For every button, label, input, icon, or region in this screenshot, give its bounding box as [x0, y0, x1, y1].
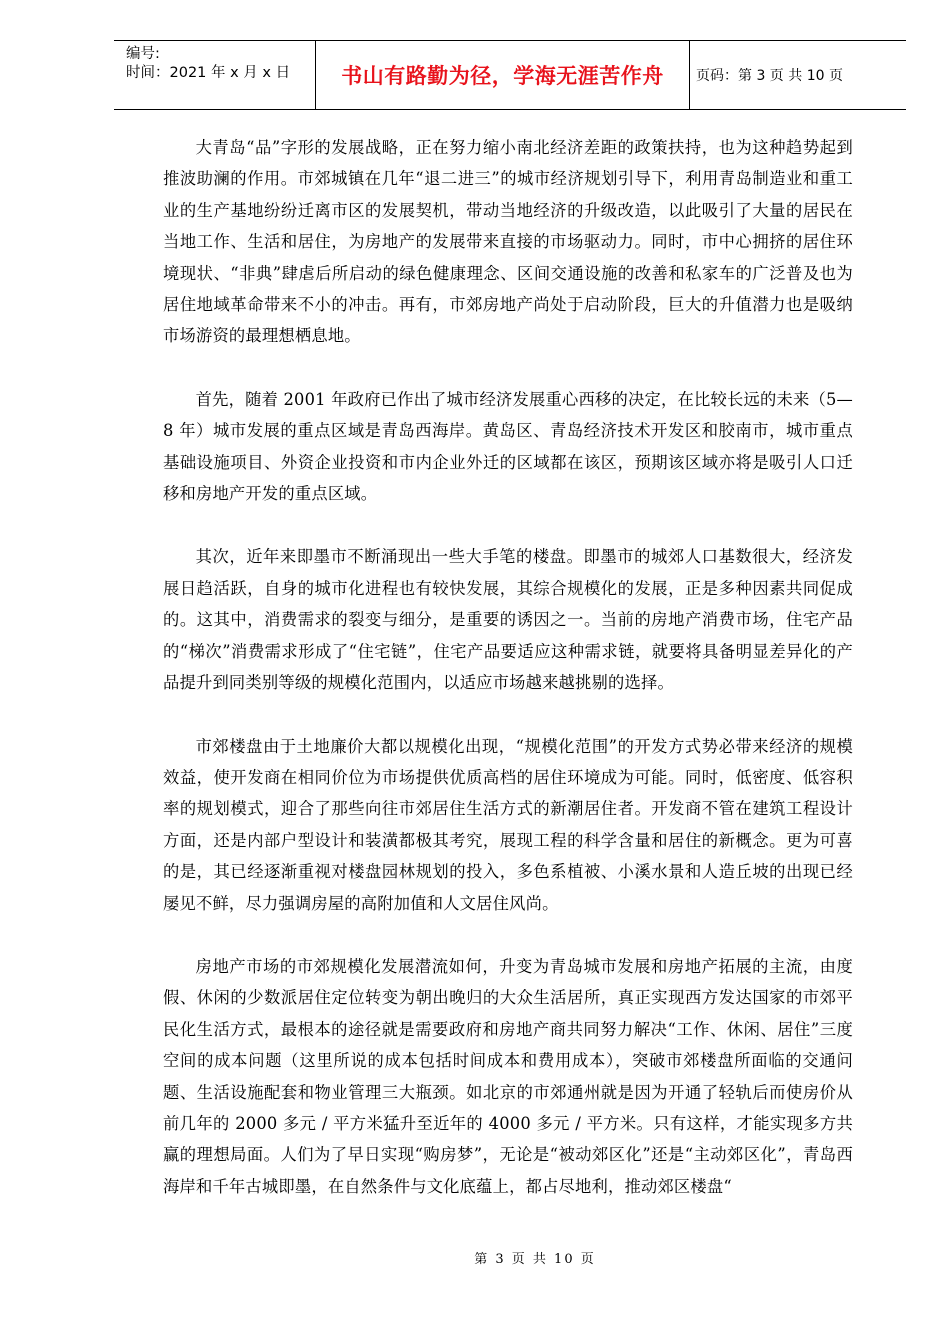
body-paragraph: 大青岛“品”字形的发展战略，正在努力缩小南北经济差距的政策扶持，也为这种趋势起到推波助澜的作用。市郊城镇在几年“退二进三”的城市经济规划引导下，利用青岛制造业和重工业的生产基地纷纷迁离市区的发展契机，带动当地经济的升级改造，以此吸引了大量的居民在当地工作、生活和居住，为房地产的发展带来直接的市场驱动力。同时，市中心拥挤的居住环境现状、“非典”肆虐后所启动的绿色健康理念、区间交通设施的改善和私家车的广泛普及也为居住地域革命带来不小的冲击。再有，市郊房地产尚处于启动阶段，巨大的升值潜力也是吸纳市场游资的最理想栖息地。 — [163, 138, 853, 346]
header-meta — [114, 41, 316, 109]
header-page-label: 页码：第 3 页 共 10 页 — [696, 68, 843, 84]
body-paragraph: 首先，随着 2001 年政府已作出了城市经济发展重心西移的决定，在比较长远的未来（5—8 年）城市发展的重点区域是青岛西海岸。黄岛区、青岛经济技术开发区和胶南市，城市重点基础设施项目、外资企业投资和市内企业外迁的区域都在该区，预期该区域亦将是吸引人口迁移和房地产开发的重点区域。 — [163, 389, 853, 504]
body-paragraph: 市郊楼盘由于土地廉价大都以规模化出现，“规模化范围”的开发方式势必带来经济的规模效益，使开发商在相同价位为市场提供优质高档的居住环境成为可能。同时，低密度、低容积率的规划模式，迎合了那些向往市郊居住生活方式的新潮居住者。开发商不管在建筑工程设计方面，还是内部户型设计和装潢都极其考究，展现工程的科学含量和居住的新概念。更为可喜的是，其已经逐渐重视对楼盘园林规划的投入，多色系植被、小溪水景和人造丘坡的出现已经屡见不鲜，尽力强调房屋的高附加值和人文居住风尚。 — [163, 736, 853, 913]
document-number-label: 编号: — [126, 46, 160, 62]
page-footer: 第 3 页 共 10 页 — [474, 1252, 596, 1267]
document-header — [114, 40, 906, 110]
document-time-label: 时间：2021 年 x 月 x 日 — [126, 65, 291, 81]
header-motto: 书山有路勤为径，学海无涯苦作舟 — [316, 41, 690, 109]
document-body — [163, 132, 853, 1234]
body-paragraph: 其次，近年来即墨市不断涌现出一些大手笔的楼盘。即墨市的城郊人口基数很大，经济发展日趋活跃，自身的城市化进程也有较快发展，其综合规模化的发展，正是多种因素共同促成的。这其中，消费需求的裂变与细分，是重要的诱因之一。当前的房地产消费市场，住宅产品的“梯次”消费需求形成了“住宅链”，住宅产品要适应这种需求链，就要将具备明显差异化的产品提升到同类别等级的规模化范围内，以适应市场越来越挑剔的选择。 — [163, 547, 853, 693]
body-paragraph: 房地产市场的市郊规模化发展潜流如何，升变为青岛城市发展和房地产拓展的主流，由度假、休闲的少数派居住定位转变为朝出晚归的大众生活居所，真正实现西方发达国家的市郊平民化生活方式，最根本的途径就是需要政府和房地产商共同努力解决“工作、休闲、居住”三度空间的成本问题（这里所说的成本包括时间成本和费用成本），突破市郊楼盘所面临的交通问题、生活设施配套和物业管理三大瓶颈。如北京的市郊通州就是因为开通了轻轨后而使房价从前几年的 2000 多元 / 平方米猛升至近年的 4000 多元 / 平方米。只有这样，才能实现多方共赢的理想局面。人们为了早日实现“购房梦”，无论是“被动郊区化”还是“主动郊区化”，青岛西海岸和千年古城即墨，在自然条件与文化底蕴上，都占尽地利，推动郊区楼盘“ — [163, 956, 853, 1196]
